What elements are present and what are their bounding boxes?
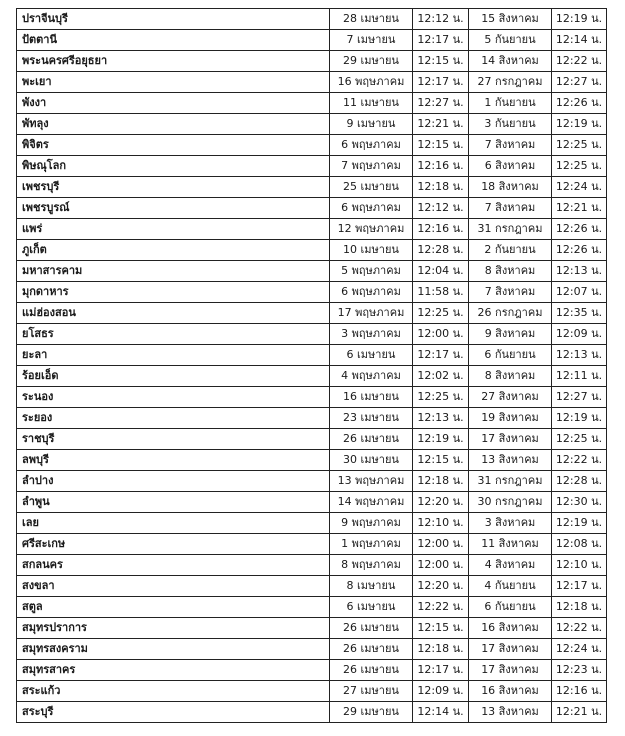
- second-time-cell: 12:07 น.: [552, 282, 607, 303]
- second-time-cell: 12:19 น.: [552, 513, 607, 534]
- first-time-cell: 12:17 น.: [413, 660, 469, 681]
- first-date-cell: 6 พฤษภาคม: [330, 282, 413, 303]
- second-time-cell: 12:27 น.: [552, 72, 607, 93]
- province-cell: มุกดาหาร: [17, 282, 330, 303]
- province-cell: แม่ฮ่องสอน: [17, 303, 330, 324]
- table-row: [17, 429, 607, 450]
- first-date-cell: 9 พฤษภาคม: [330, 513, 413, 534]
- second-date-cell: 27 กรกฎาคม: [469, 72, 552, 93]
- province-cell: พะเยา: [17, 72, 330, 93]
- second-time-cell: 12:26 น.: [552, 240, 607, 261]
- province-cell: สระบุรี: [17, 702, 330, 723]
- province-cell: ร้อยเอ็ด: [17, 366, 330, 387]
- second-time-cell: 12:09 น.: [552, 324, 607, 345]
- province-cell: ยะลา: [17, 345, 330, 366]
- first-time-cell: 12:15 น.: [413, 618, 469, 639]
- table-row: [17, 303, 607, 324]
- table-row: [17, 492, 607, 513]
- first-date-cell: 13 พฤษภาคม: [330, 471, 413, 492]
- first-time-cell: 12:15 น.: [413, 135, 469, 156]
- table-row: [17, 114, 607, 135]
- table-row: [17, 324, 607, 345]
- table-row: [17, 135, 607, 156]
- first-date-cell: 17 พฤษภาคม: [330, 303, 413, 324]
- table-row: [17, 513, 607, 534]
- province-cell: สมุทรสาคร: [17, 660, 330, 681]
- second-date-cell: 1 กันยายน: [469, 93, 552, 114]
- first-time-cell: 12:25 น.: [413, 387, 469, 408]
- first-date-cell: 29 เมษายน: [330, 51, 413, 72]
- province-cell: ระยอง: [17, 408, 330, 429]
- table-row: [17, 387, 607, 408]
- first-time-cell: 12:17 น.: [413, 345, 469, 366]
- first-date-cell: 23 เมษายน: [330, 408, 413, 429]
- table-row: [17, 555, 607, 576]
- first-time-cell: 12:00 น.: [413, 324, 469, 345]
- second-time-cell: 12:21 น.: [552, 702, 607, 723]
- first-date-cell: 26 เมษายน: [330, 429, 413, 450]
- table-row: [17, 702, 607, 723]
- second-time-cell: 12:17 น.: [552, 576, 607, 597]
- second-time-cell: 12:11 น.: [552, 366, 607, 387]
- first-date-cell: 4 พฤษภาคม: [330, 366, 413, 387]
- province-cell: เพชรบุรี: [17, 177, 330, 198]
- first-time-cell: 12:25 น.: [413, 303, 469, 324]
- first-time-cell: 12:18 น.: [413, 471, 469, 492]
- table-row: [17, 639, 607, 660]
- province-cell: ระนอง: [17, 387, 330, 408]
- first-date-cell: 6 เมษายน: [330, 597, 413, 618]
- second-time-cell: 12:19 น.: [552, 9, 607, 30]
- first-time-cell: 12:00 น.: [413, 534, 469, 555]
- first-date-cell: 26 เมษายน: [330, 618, 413, 639]
- table-row: [17, 660, 607, 681]
- first-time-cell: 12:17 น.: [413, 30, 469, 51]
- province-cell: สมุทรปราการ: [17, 618, 330, 639]
- province-cell: ราชบุรี: [17, 429, 330, 450]
- table-row: [17, 219, 607, 240]
- second-date-cell: 6 กันยายน: [469, 345, 552, 366]
- second-date-cell: 17 สิงหาคม: [469, 660, 552, 681]
- second-time-cell: 12:25 น.: [552, 135, 607, 156]
- first-date-cell: 14 พฤษภาคม: [330, 492, 413, 513]
- first-date-cell: 3 พฤษภาคม: [330, 324, 413, 345]
- second-date-cell: 11 สิงหาคม: [469, 534, 552, 555]
- second-date-cell: 14 สิงหาคม: [469, 51, 552, 72]
- table-row: [17, 534, 607, 555]
- second-date-cell: 13 สิงหาคม: [469, 450, 552, 471]
- province-cell: เลย: [17, 513, 330, 534]
- second-time-cell: 12:22 น.: [552, 618, 607, 639]
- table-row: [17, 9, 607, 30]
- table-row: [17, 681, 607, 702]
- table-row: [17, 471, 607, 492]
- province-cell: สกลนคร: [17, 555, 330, 576]
- first-time-cell: 12:15 น.: [413, 450, 469, 471]
- first-date-cell: 25 เมษายน: [330, 177, 413, 198]
- second-time-cell: 12:21 น.: [552, 198, 607, 219]
- first-date-cell: 10 เมษายน: [330, 240, 413, 261]
- second-date-cell: 16 สิงหาคม: [469, 618, 552, 639]
- table-row: [17, 366, 607, 387]
- second-date-cell: 7 สิงหาคม: [469, 282, 552, 303]
- first-time-cell: 12:13 น.: [413, 408, 469, 429]
- second-time-cell: 12:24 น.: [552, 639, 607, 660]
- table-row: [17, 198, 607, 219]
- table-row: [17, 156, 607, 177]
- second-date-cell: 27 สิงหาคม: [469, 387, 552, 408]
- second-date-cell: 30 กรกฎาคม: [469, 492, 552, 513]
- second-time-cell: 12:14 น.: [552, 30, 607, 51]
- province-cell: ลำพูน: [17, 492, 330, 513]
- first-date-cell: 26 เมษายน: [330, 639, 413, 660]
- second-time-cell: 12:25 น.: [552, 156, 607, 177]
- second-date-cell: 26 กรกฎาคม: [469, 303, 552, 324]
- province-cell: สตูล: [17, 597, 330, 618]
- first-date-cell: 12 พฤษภาคม: [330, 219, 413, 240]
- second-time-cell: 12:10 น.: [552, 555, 607, 576]
- first-date-cell: 16 เมษายน: [330, 387, 413, 408]
- first-time-cell: 12:20 น.: [413, 492, 469, 513]
- second-date-cell: 19 สิงหาคม: [469, 408, 552, 429]
- province-cell: ปัตตานี: [17, 30, 330, 51]
- first-time-cell: 12:27 น.: [413, 93, 469, 114]
- first-date-cell: 5 พฤษภาคม: [330, 261, 413, 282]
- province-cell: แพร่: [17, 219, 330, 240]
- province-cell: พัทลุง: [17, 114, 330, 135]
- second-date-cell: 8 สิงหาคม: [469, 366, 552, 387]
- second-time-cell: 12:26 น.: [552, 93, 607, 114]
- second-date-cell: 3 กันยายน: [469, 114, 552, 135]
- province-cell: มหาสารคาม: [17, 261, 330, 282]
- second-time-cell: 12:26 น.: [552, 219, 607, 240]
- first-time-cell: 12:10 น.: [413, 513, 469, 534]
- table-row: [17, 240, 607, 261]
- first-date-cell: 6 พฤษภาคม: [330, 135, 413, 156]
- first-date-cell: 29 เมษายน: [330, 702, 413, 723]
- first-date-cell: 27 เมษายน: [330, 681, 413, 702]
- second-time-cell: 12:19 น.: [552, 408, 607, 429]
- first-time-cell: 12:12 น.: [413, 9, 469, 30]
- table-row: [17, 408, 607, 429]
- table-row: [17, 177, 607, 198]
- second-time-cell: 12:28 น.: [552, 471, 607, 492]
- sun-overhead-table-container: [16, 8, 606, 723]
- first-date-cell: 7 พฤษภาคม: [330, 156, 413, 177]
- table-row: [17, 450, 607, 471]
- province-cell: ลำปาง: [17, 471, 330, 492]
- province-cell: ปราจีนบุรี: [17, 9, 330, 30]
- first-date-cell: 8 พฤษภาคม: [330, 555, 413, 576]
- second-date-cell: 17 สิงหาคม: [469, 639, 552, 660]
- second-date-cell: 4 สิงหาคม: [469, 555, 552, 576]
- province-cell: สมุทรสงคราม: [17, 639, 330, 660]
- first-date-cell: 8 เมษายน: [330, 576, 413, 597]
- second-date-cell: 3 สิงหาคม: [469, 513, 552, 534]
- second-date-cell: 5 กันยายน: [469, 30, 552, 51]
- second-time-cell: 12:25 น.: [552, 429, 607, 450]
- table-row: [17, 576, 607, 597]
- second-date-cell: 9 สิงหาคม: [469, 324, 552, 345]
- second-time-cell: 12:22 น.: [552, 51, 607, 72]
- second-date-cell: 18 สิงหาคม: [469, 177, 552, 198]
- table-row: [17, 345, 607, 366]
- first-time-cell: 12:28 น.: [413, 240, 469, 261]
- province-cell: สระแก้ว: [17, 681, 330, 702]
- second-time-cell: 12:08 น.: [552, 534, 607, 555]
- first-time-cell: 12:16 น.: [413, 156, 469, 177]
- first-time-cell: 12:18 น.: [413, 639, 469, 660]
- province-cell: พิษณุโลก: [17, 156, 330, 177]
- second-time-cell: 12:13 น.: [552, 345, 607, 366]
- province-cell: ลพบุรี: [17, 450, 330, 471]
- second-time-cell: 12:19 น.: [552, 114, 607, 135]
- second-date-cell: 17 สิงหาคม: [469, 429, 552, 450]
- first-date-cell: 6 พฤษภาคม: [330, 198, 413, 219]
- first-time-cell: 12:17 น.: [413, 72, 469, 93]
- first-time-cell: 12:00 น.: [413, 555, 469, 576]
- first-date-cell: 28 เมษายน: [330, 9, 413, 30]
- second-time-cell: 12:27 น.: [552, 387, 607, 408]
- first-time-cell: 12:22 น.: [413, 597, 469, 618]
- second-time-cell: 12:13 น.: [552, 261, 607, 282]
- first-time-cell: 12:20 น.: [413, 576, 469, 597]
- province-cell: ยโสธร: [17, 324, 330, 345]
- table-row: [17, 282, 607, 303]
- first-time-cell: 12:19 น.: [413, 429, 469, 450]
- province-cell: พังงา: [17, 93, 330, 114]
- second-date-cell: 31 กรกฎาคม: [469, 219, 552, 240]
- first-time-cell: 12:09 น.: [413, 681, 469, 702]
- second-date-cell: 31 กรกฎาคม: [469, 471, 552, 492]
- first-date-cell: 30 เมษายน: [330, 450, 413, 471]
- first-date-cell: 16 พฤษภาคม: [330, 72, 413, 93]
- second-time-cell: 12:23 น.: [552, 660, 607, 681]
- first-time-cell: 12:15 น.: [413, 51, 469, 72]
- second-date-cell: 4 กันยายน: [469, 576, 552, 597]
- province-cell: ภูเก็ต: [17, 240, 330, 261]
- table-row: [17, 261, 607, 282]
- first-date-cell: 26 เมษายน: [330, 660, 413, 681]
- second-date-cell: 6 กันยายน: [469, 597, 552, 618]
- first-time-cell: 11:58 น.: [413, 282, 469, 303]
- first-date-cell: 7 เมษายน: [330, 30, 413, 51]
- second-time-cell: 12:35 น.: [552, 303, 607, 324]
- first-date-cell: 11 เมษายน: [330, 93, 413, 114]
- province-cell: ศรีสะเกษ: [17, 534, 330, 555]
- second-date-cell: 16 สิงหาคม: [469, 681, 552, 702]
- first-time-cell: 12:14 น.: [413, 702, 469, 723]
- table-row: [17, 51, 607, 72]
- second-time-cell: 12:18 น.: [552, 597, 607, 618]
- table-row: [17, 30, 607, 51]
- province-cell: พิจิตร: [17, 135, 330, 156]
- second-date-cell: 13 สิงหาคม: [469, 702, 552, 723]
- first-date-cell: 9 เมษายน: [330, 114, 413, 135]
- second-date-cell: 15 สิงหาคม: [469, 9, 552, 30]
- table-row: [17, 597, 607, 618]
- second-time-cell: 12:16 น.: [552, 681, 607, 702]
- table-row: [17, 618, 607, 639]
- second-date-cell: 7 สิงหาคม: [469, 135, 552, 156]
- first-time-cell: 12:21 น.: [413, 114, 469, 135]
- second-date-cell: 6 สิงหาคม: [469, 156, 552, 177]
- first-time-cell: 12:16 น.: [413, 219, 469, 240]
- table-row: [17, 93, 607, 114]
- second-time-cell: 12:30 น.: [552, 492, 607, 513]
- table-row: [17, 72, 607, 93]
- sun-overhead-table: [16, 8, 607, 723]
- second-date-cell: 7 สิงหาคม: [469, 198, 552, 219]
- first-date-cell: 6 เมษายน: [330, 345, 413, 366]
- second-time-cell: 12:22 น.: [552, 450, 607, 471]
- first-time-cell: 12:04 น.: [413, 261, 469, 282]
- second-time-cell: 12:24 น.: [552, 177, 607, 198]
- province-cell: เพชรบูรณ์: [17, 198, 330, 219]
- second-date-cell: 2 กันยายน: [469, 240, 552, 261]
- province-cell: พระนครศรีอยุธยา: [17, 51, 330, 72]
- table-body: [17, 9, 607, 723]
- first-time-cell: 12:18 น.: [413, 177, 469, 198]
- first-time-cell: 12:12 น.: [413, 198, 469, 219]
- first-time-cell: 12:02 น.: [413, 366, 469, 387]
- first-date-cell: 1 พฤษภาคม: [330, 534, 413, 555]
- second-date-cell: 8 สิงหาคม: [469, 261, 552, 282]
- province-cell: สงขลา: [17, 576, 330, 597]
